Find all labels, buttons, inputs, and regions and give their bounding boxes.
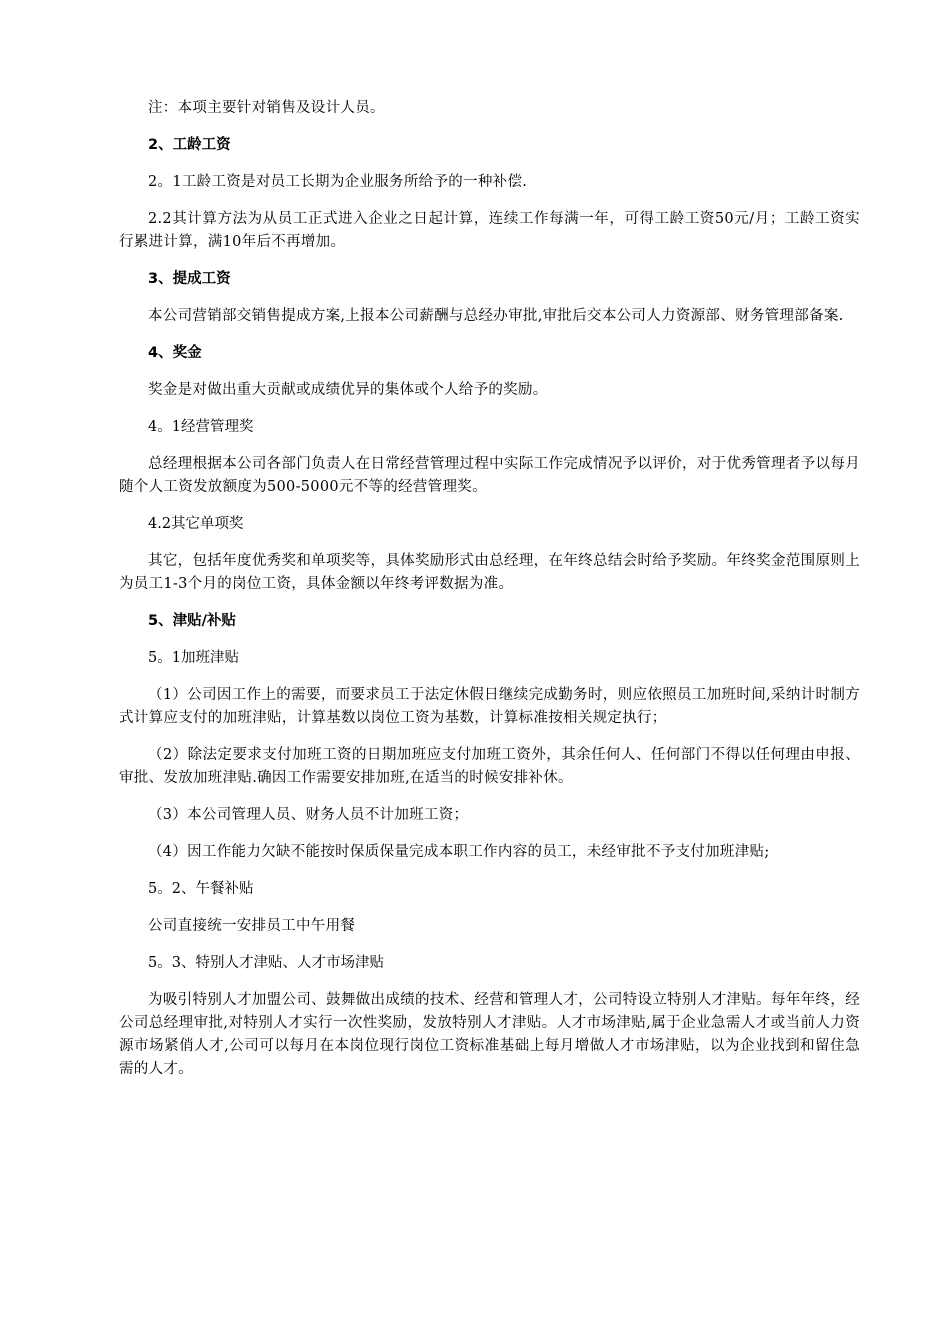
section-5-heading: 5、津贴/补贴 (148, 613, 236, 629)
section-5-2-title: 5。2、午餐补贴 (148, 881, 254, 897)
section-5-1-item-3: （3）本公司管理人员、财务人员不计加班工资； (148, 807, 469, 823)
section-2-2-paragraph: 2.2其计算方法为从员工正式进入企业之日起计算，连续工作每满一年，可得工龄工资50元/月；工龄工资实行累进计算，满10年后不再增加。 (119, 211, 860, 250)
section-5-1-item-4: （4）因工作能力欠缺不能按时保质保量完成本职工作内容的员工，未经审批不予支付加班津贴; (148, 844, 770, 860)
section-4-1-title: 4。1经营管理奖 (148, 419, 254, 435)
section-5-3-title: 5。3、特别人才津贴、人才市场津贴 (148, 955, 384, 971)
section-4-paragraph: 奖金是对做出重大贡献或成绩优异的集体或个人给予的奖励。 (148, 382, 548, 398)
section-5-1-item-1: （1）公司因工作上的需要，而要求员工于法定休假日继续完成勤务时，则应依照员工加班时间,采纳计时制方式计算应支付的加班津贴，计算基数以岗位工资为基数，计算标准按相关规定执行； (119, 687, 860, 726)
section-2-heading: 2、工龄工资 (148, 137, 231, 153)
section-5-1-title: 5。1加班津贴 (148, 650, 239, 666)
section-4-1-paragraph: 总经理根据本公司各部门负责人在日常经营管理过程中实际工作完成情况予以评价，对于优秀管理者予以每月随个人工资发放额度为500-5000元不等的经营管理奖。 (119, 456, 860, 495)
section-5-2-paragraph: 公司直接统一安排员工中午用餐 (148, 918, 356, 934)
section-4-2-paragraph: 其它，包括年度优秀奖和单项奖等，具体奖励形式由总经理，在年终总结会时给予奖励。年终奖金范围原则上为员工1-3个月的岗位工资，具体金额以年终考评数据为准。 (119, 553, 860, 592)
section-2-1-paragraph: 2。1工龄工资是对员工长期为企业服务所给予的一种补偿. (148, 174, 528, 190)
section-3-heading: 3、提成工资 (148, 271, 231, 287)
section-5-3-paragraph: 为吸引特别人才加盟公司、鼓舞做出成绩的技术、经营和管理人才，公司特设立特别人才津贴。每年年终，经公司总经理审批,对特别人才实行一次性奖励，发放特别人才津贴。人才市场津贴,属于企业急需人才或当前人力资源市场紧俏人才,公司可以每月在本岗位现行岗位工资标准基础上每月增做人才市场津贴，以为企业找到和留住急需的人才。 (119, 992, 860, 1077)
section-3-paragraph: 本公司营销部交销售提成方案,上报本公司薪酬与总经办审批,审批后交本公司人力资源部、财务管理部备案. (148, 308, 844, 324)
section-4-2-title: 4.2其它单项奖 (148, 516, 244, 532)
section-4-heading: 4、奖金 (148, 345, 202, 361)
section-5-1-item-2: （2）除法定要求支付加班工资的日期加班应支付加班工资外，其余任何人、任何部门不得以任何理由申报、审批、发放加班津贴.确因工作需要安排加班,在适当的时候安排补休。 (119, 747, 860, 786)
note-paragraph: 注：本项主要针对销售及设计人员。 (148, 100, 385, 116)
